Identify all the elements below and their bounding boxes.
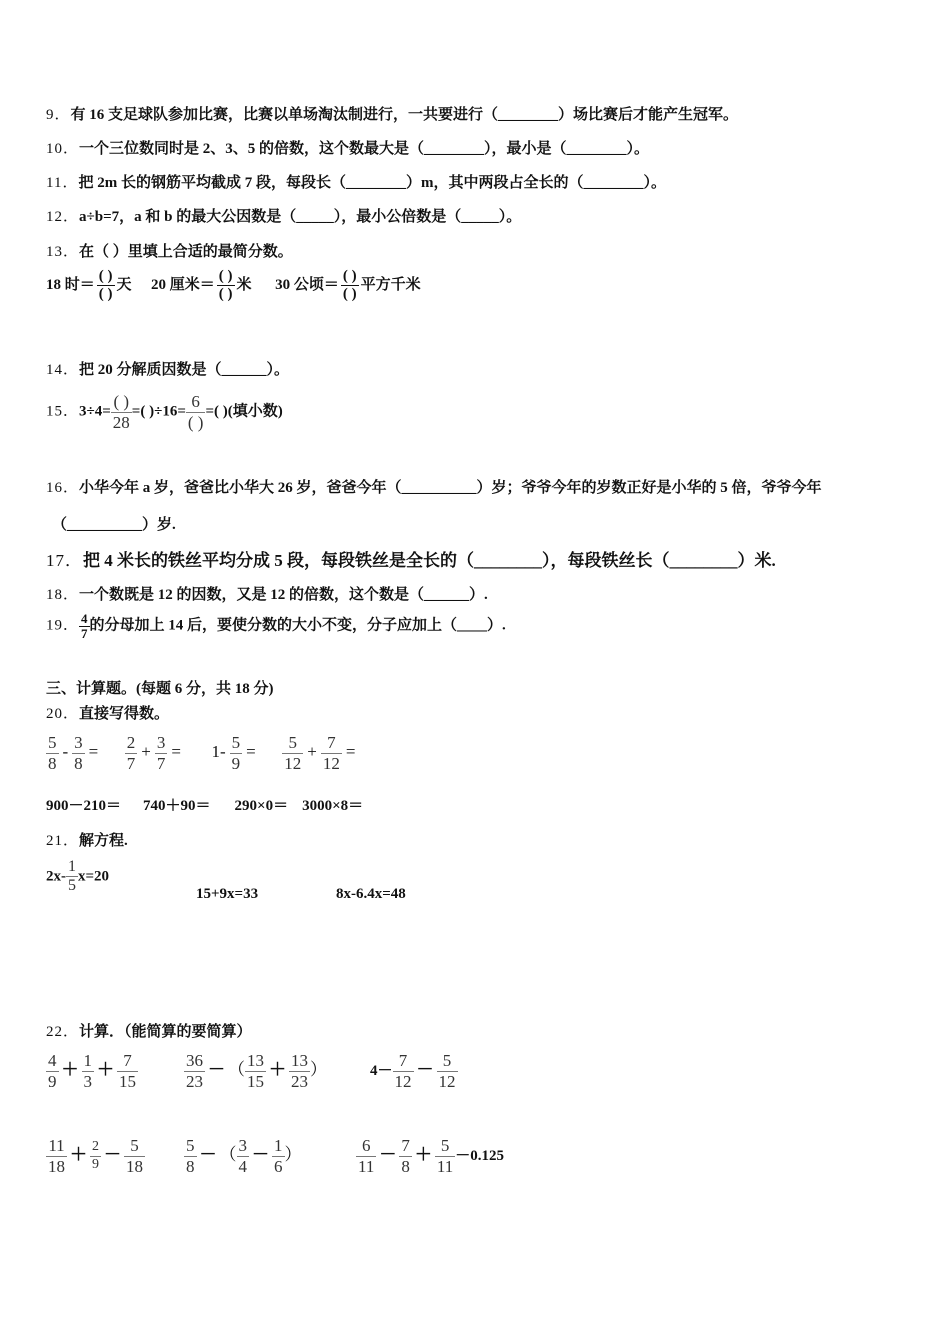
question-text: 有 16 支足球队参加比赛，比赛以单场淘汰制进行，一共要进行（________）场比赛后才能产生冠军。	[70, 107, 739, 123]
section-3-title	[46, 677, 274, 698]
numerator: 4	[81, 611, 88, 626]
question-text: 在（ ）里填上合适的最简分数。	[79, 244, 293, 260]
denominator: 9	[92, 1156, 99, 1172]
minus-sign: －	[379, 1144, 397, 1164]
denominator: 11	[436, 1156, 454, 1176]
question-19	[46, 612, 506, 640]
numerator: 13	[247, 1051, 264, 1070]
question-15	[46, 392, 283, 432]
minus-sign: －	[252, 1144, 269, 1164]
denominator: 7	[156, 753, 166, 773]
fraction	[184, 1051, 205, 1091]
equals-sign: =	[345, 741, 356, 761]
numerator: 2	[126, 733, 136, 752]
left-paren: （	[219, 1144, 237, 1164]
denominator: 23	[291, 1071, 308, 1091]
equation-1-end: x=20	[78, 868, 110, 885]
question-text: 计算．（能简算的要简算）	[79, 1024, 252, 1040]
q13-item-1-unit: 天	[116, 277, 132, 294]
question-number: 12．	[46, 209, 80, 225]
question-number: 21．	[46, 833, 80, 849]
question-number: 20．	[46, 706, 80, 722]
denominator: 18	[126, 1156, 143, 1176]
q13-item-3-left: 30 公顷＝	[275, 277, 339, 294]
four-minus: 4－	[370, 1062, 393, 1079]
numerator: 7	[398, 1051, 408, 1070]
numerator: 6	[361, 1136, 371, 1155]
denominator: 3	[83, 1071, 92, 1091]
numerator: 5	[440, 1136, 450, 1155]
question-18	[46, 583, 488, 604]
section-title: 三、计算题。(每题 6 分，共 18 分)	[46, 681, 274, 697]
denominator: 15	[247, 1071, 264, 1091]
q22-expression-3	[370, 1051, 458, 1091]
q22-expression-2	[184, 1051, 327, 1091]
question-number: 22．	[46, 1024, 80, 1040]
numerator: 5	[186, 1136, 195, 1155]
fraction	[184, 1136, 197, 1176]
equation-1-start: 2x-	[46, 868, 66, 885]
equals-sign: =	[88, 741, 99, 761]
q22-expression-4	[46, 1136, 145, 1176]
question-number: 9．	[46, 107, 71, 123]
fraction	[437, 1051, 458, 1091]
denominator: 7	[126, 753, 136, 773]
minus-sign: －	[208, 1059, 225, 1079]
q13-item-1-left: 18 时＝	[46, 277, 95, 294]
fraction	[46, 733, 59, 773]
q13-item-2-left: 20 厘米＝	[151, 277, 215, 294]
question-12	[46, 205, 521, 226]
fraction	[82, 1051, 95, 1091]
fraction	[46, 1051, 59, 1091]
denominator: 9	[48, 1071, 57, 1091]
question-20	[46, 702, 169, 723]
fraction	[321, 733, 342, 773]
q22-expression-1	[46, 1051, 138, 1091]
question-number: 10．	[46, 141, 80, 157]
numerator-blank: ( )	[98, 268, 113, 284]
one-minus: 1-	[211, 741, 226, 761]
equation-3: 8x-6.4x=48	[336, 886, 406, 902]
fraction	[72, 733, 85, 773]
q13-items	[46, 268, 421, 304]
right-paren: ）	[310, 1059, 327, 1079]
q13-fraction-3	[341, 268, 359, 304]
q13-fraction-2	[217, 268, 235, 304]
question-text: 把 20 分解质因数是（______）。	[79, 362, 290, 378]
denominator: 7	[81, 625, 88, 641]
fraction	[245, 1051, 266, 1091]
numerator: 5	[442, 1051, 452, 1070]
numerator: 36	[186, 1051, 203, 1070]
q15-mid: =( )÷16=	[131, 403, 186, 420]
denominator: 12	[438, 1071, 456, 1091]
fraction	[237, 1136, 250, 1176]
question-number: 19．	[46, 617, 80, 634]
question-text: 直接写得数。	[79, 706, 170, 722]
question-text: 把 2m 长的钢筋平均截成 7 段，每段长（________）m，其中两段占全长的（________）。	[78, 175, 666, 191]
numerator: 11	[48, 1136, 65, 1155]
numerator: 2	[92, 1139, 99, 1155]
fraction	[399, 1136, 412, 1176]
denominator: 23	[186, 1071, 203, 1091]
denominator: 15	[119, 1071, 136, 1091]
question-13	[46, 240, 293, 261]
numerator: 3	[74, 733, 83, 752]
numerator: 5	[48, 733, 57, 752]
numerator: 1	[68, 858, 76, 875]
expression: 290×0＝	[234, 798, 289, 814]
denominator-blank: ( )	[98, 286, 113, 303]
question-number: 14．	[46, 362, 80, 378]
denominator: 8	[186, 1156, 195, 1176]
denominator: 12	[284, 753, 302, 773]
question-number: 16．	[46, 480, 80, 496]
question-21	[46, 829, 128, 850]
question-text-line-2: （__________）岁.	[52, 517, 176, 533]
question-22	[46, 1020, 252, 1041]
question-number: 11．	[46, 175, 79, 191]
q15-fraction-2	[186, 392, 206, 432]
fraction	[282, 733, 303, 773]
equation-2: 15+9x=33	[196, 886, 259, 902]
denominator-blank: ( )	[218, 286, 233, 303]
question-9	[46, 103, 738, 124]
question-16	[46, 476, 822, 497]
q19-fraction	[79, 612, 90, 640]
question-text: 的分母加上 14 后，要使分数的大小不变，分子应加上（____）.	[89, 617, 506, 634]
plus-sign: ＋	[61, 1059, 79, 1079]
denominator: 6	[274, 1156, 283, 1176]
denominator: 12	[394, 1071, 412, 1091]
question-17	[46, 546, 776, 571]
minus-sign: －	[416, 1059, 434, 1079]
plus-sign: +	[141, 741, 151, 761]
numerator: 1	[83, 1051, 92, 1070]
numerator: 7	[123, 1051, 132, 1070]
q13-item-2-unit: 米	[236, 277, 252, 294]
fraction	[66, 858, 78, 896]
question-text: 解方程.	[79, 833, 128, 849]
fraction	[356, 1136, 376, 1176]
numerator: ( )	[113, 392, 130, 411]
denominator: ( )	[187, 412, 204, 432]
question-text-line-1: 小华今年 a 岁，爸爸比小华大 26 岁，爸爸今年（__________）岁；爷爷今年的岁数正好是小华的 5 倍，爷爷今年	[79, 480, 822, 496]
question-16-continued	[52, 513, 176, 534]
q22-expression-6	[356, 1136, 504, 1176]
q13-item-3-unit: 平方千米	[360, 277, 421, 294]
plus-sign: ＋	[97, 1059, 114, 1079]
denominator: 28	[112, 412, 130, 432]
numerator: 5	[288, 733, 297, 752]
denominator: 12	[322, 753, 340, 773]
denominator: 8	[401, 1156, 410, 1176]
question-number: 17．	[46, 551, 83, 570]
question-text: 一个三位数同时是 2、3、5 的倍数，这个数最大是（________），最小是（________）。	[79, 141, 650, 157]
plus-sign: ＋	[414, 1144, 432, 1164]
numerator: 7	[327, 733, 336, 752]
equals-sign: =	[246, 741, 256, 761]
numerator: 7	[401, 1136, 410, 1155]
plus-sign: +	[307, 741, 317, 761]
numerator: 13	[291, 1051, 308, 1070]
expression: 900－210＝	[46, 798, 122, 814]
question-number: 15．	[46, 403, 80, 420]
q22-expression-5	[184, 1136, 302, 1176]
question-text: 一个数既是 12 的因数，又是 12 的倍数，这个数是（______）.	[79, 587, 488, 603]
fraction	[124, 1136, 145, 1176]
numerator: 6	[191, 392, 200, 411]
left-paren: （	[228, 1059, 245, 1079]
question-number: 13．	[46, 244, 80, 260]
question-10	[46, 137, 649, 158]
fraction	[435, 1136, 455, 1176]
denominator: 9	[231, 753, 241, 773]
question-text: a÷b=7，a 和 b 的最大公因数是（_____），最小公倍数是（_____）。	[79, 209, 522, 225]
fraction	[230, 733, 243, 773]
minus-sign: －	[104, 1144, 121, 1164]
denominator: 5	[68, 877, 76, 895]
numerator-blank: ( )	[342, 268, 357, 284]
minus-sign: －	[199, 1144, 217, 1164]
plus-sign: ＋	[269, 1059, 286, 1079]
minus-sign: -	[62, 741, 69, 761]
question-14	[46, 358, 289, 379]
numerator: 5	[130, 1136, 139, 1155]
numerator: 5	[231, 733, 241, 752]
fraction	[272, 1136, 285, 1176]
equals-sign: =	[171, 741, 181, 761]
fraction	[125, 733, 138, 773]
minus-decimal: －0.125	[455, 1147, 505, 1164]
question-number: 18．	[46, 587, 80, 603]
q15-fraction-1	[111, 392, 132, 432]
fraction	[289, 1051, 310, 1091]
q21-equations	[46, 858, 109, 896]
denominator: 8	[48, 753, 57, 773]
numerator: 4	[48, 1051, 57, 1070]
denominator: 8	[74, 753, 83, 773]
denominator: 11	[358, 1156, 375, 1176]
denominator: 4	[238, 1156, 247, 1176]
expression: 3000×8＝	[302, 798, 364, 814]
plus-sign: ＋	[70, 1144, 87, 1164]
fraction	[117, 1051, 138, 1091]
fraction	[90, 1139, 101, 1172]
question-11	[46, 171, 666, 192]
numerator: 1	[274, 1136, 283, 1155]
q15-prefix: 3÷4=	[79, 403, 111, 420]
fraction	[155, 733, 168, 773]
fraction	[393, 1051, 414, 1091]
q15-suffix: =( )(填小数)	[205, 403, 283, 420]
denominator: 18	[48, 1156, 65, 1176]
expression: 740＋90＝	[143, 798, 211, 814]
numerator-blank: ( )	[218, 268, 233, 284]
numerator: 3	[156, 733, 166, 752]
denominator-blank: ( )	[342, 286, 357, 303]
q20-row-1	[46, 733, 359, 773]
right-paren: ）	[284, 1144, 302, 1164]
q20-row-2	[46, 794, 363, 815]
question-text: 把 4 米长的铁丝平均分成 5 段，每段铁丝是全长的（________），每段铁丝长（________）米.	[83, 551, 776, 570]
q13-fraction-1	[97, 268, 115, 304]
fraction	[46, 1136, 67, 1176]
numerator: 3	[238, 1136, 247, 1155]
